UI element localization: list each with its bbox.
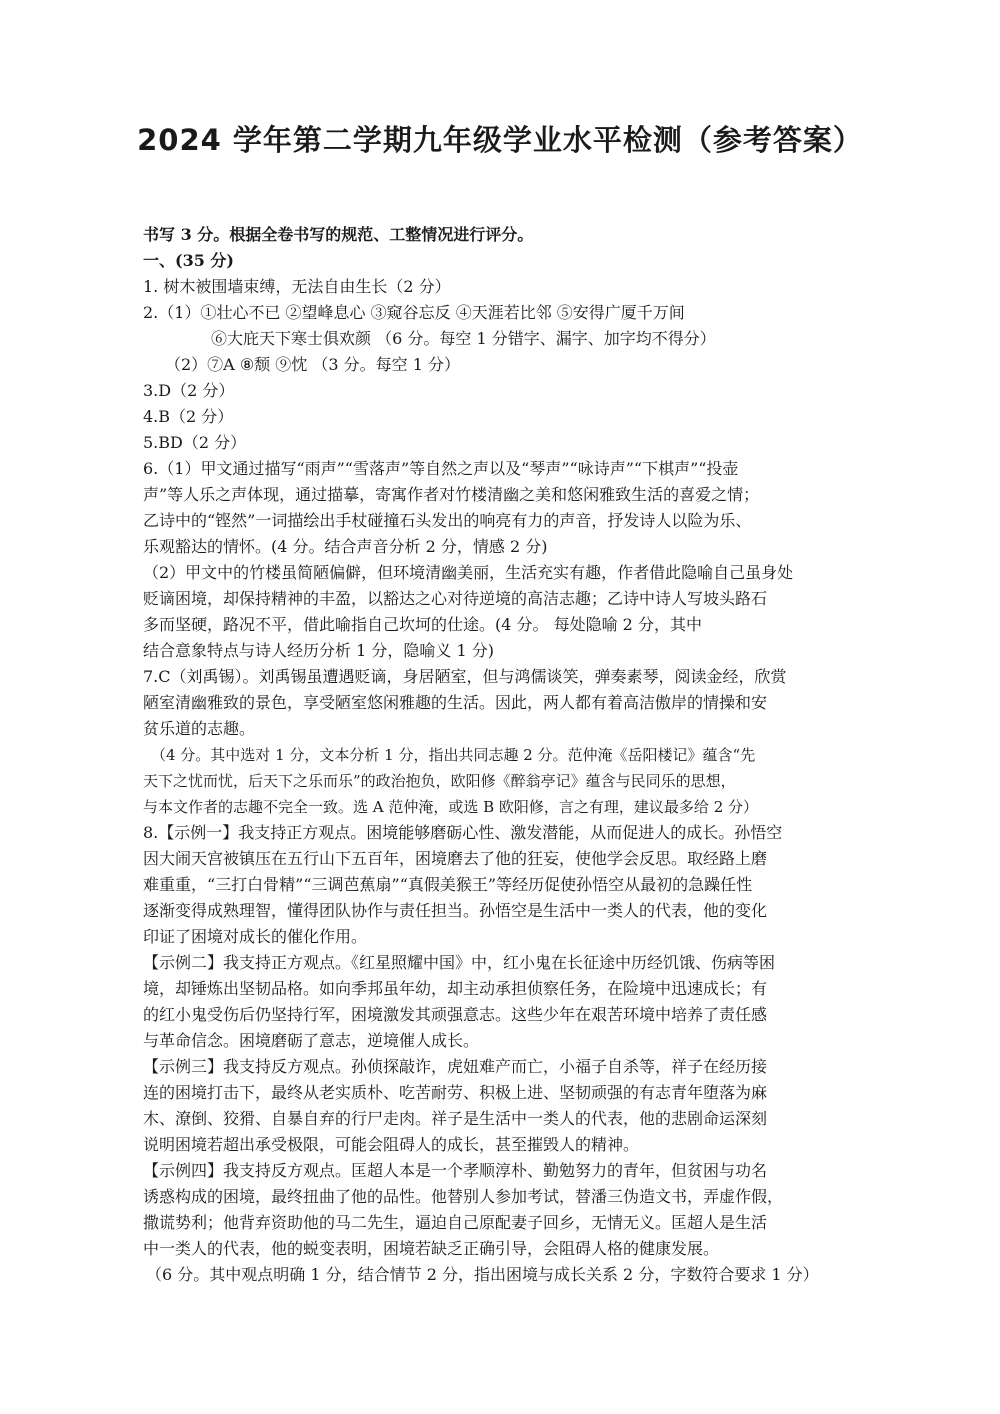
answer-line: 木、潦倒、狡猾、自暴自弃的行尸走肉。祥子是生活中一类人的代表，他的悲剧命运深刻 <box>143 1109 768 1128</box>
answer-line: 贬谪困境，却保持精神的丰盈，以豁达之心对待逆境的高洁志趣；乙诗中诗人写坡头路石 <box>143 589 768 608</box>
writing-note: 书写 3 分。根据全卷书写的规范、工整情况进行评分。 <box>143 225 534 244</box>
answer-line: 多而坚硬，路况不平，借此喻指自己坎坷的仕途。(4 分。 每处隐喻 2 分，其中 <box>143 615 702 634</box>
answer-line: 逐渐变得成熟理智，懂得团队协作与责任担当。孙悟空是生活中一类人的代表，他的变化 <box>143 901 768 920</box>
answer-line: 7.C（刘禹锡）。刘禹锡虽遭遇贬谪，身居陋室，但与鸿儒谈笑，弹奏素琴，阅读金经，欣赏 <box>143 667 787 686</box>
answer-line: 与革命信念。困境磨砺了意志，逆境催人成长。 <box>143 1031 480 1050</box>
answer-line: 的红小鬼受伤后仍坚持行军，困境激发其顽强意志。这些少年在艰苦环境中培养了责任感 <box>143 1005 768 1024</box>
answer-line: 4.B（2 分） <box>143 407 234 426</box>
answer-line: 8.【示例一】我支持正方观点。困境能够磨砺心性、激发潜能，从而促进人的成长。孙悟空 <box>143 823 783 842</box>
answer-line: ⑥大庇天下寒士俱欢颜 （6 分。每空 1 分错字、漏字、加字均不得分） <box>211 329 716 348</box>
answer-line: 【示例四】我支持反方观点。匡超人本是一个孝顺淳朴、勤勉努力的青年，但贫困与功名 <box>143 1161 768 1180</box>
answer-line: 贫乐道的志趣。 <box>143 719 256 738</box>
answer-line: 说明困境若超出承受极限，可能会阻碍人的成长，甚至摧毁人的精神。 <box>143 1135 640 1154</box>
answer-line: 3.D（2 分） <box>143 381 235 400</box>
answer-line: 乙诗中的“铿然”一词描绘出手杖碰撞石头发出的响亮有力的声音，抒发诗人以险为乐、 <box>143 511 752 530</box>
answer-line: 陋室清幽雅致的景色，享受陋室悠闲雅趣的生活。因此，两人都有着高洁傲岸的情操和安 <box>143 693 768 712</box>
answer-line: 印证了困境对成长的催化作用。 <box>143 927 368 946</box>
answer-line: 境，却锤炼出坚韧品格。如向季邦虽年幼，却主动承担侦察任务，在险境中迅速成长；有 <box>143 979 768 998</box>
scoring-note: 天下之忧而忧，后天下之乐而乐”的政治抱负，欧阳修《醉翁亭记》蕴含与民同乐的思想， <box>143 772 736 790</box>
answer-line: 【示例二】我支持正方观点。《红星照耀中国》中，红小鬼在长征途中历经饥饿、伤病等困 <box>143 953 776 972</box>
answer-body <box>143 222 868 1288</box>
answer-line: 诱惑构成的困境，最终扭曲了他的品性。他替别人参加考试，替潘三伪造文书，弄虚作假， <box>143 1187 784 1206</box>
answer-line: （2）甲文中的竹楼虽简陋偏僻，但环境清幽美丽，生活充实有趣，作者借此隐喻自己虽身处 <box>143 563 794 582</box>
answer-line: 1. 树木被围墙束缚，无法自由生长（2 分） <box>143 277 451 296</box>
answer-line: （2）⑦A ⑧颓 ⑨忱 （3 分。每空 1 分） <box>165 355 460 374</box>
answer-line: 因大闹天宫被镇压在五行山下五百年，困境磨去了他的狂妄，使他学会反思。取经路上磨 <box>143 849 768 868</box>
scoring-note: （4 分。其中选对 1 分，文本分析 1 分，指出共同志趣 2 分。范仲淹《岳阳楼记》蕴含“先 <box>151 746 756 764</box>
answer-line: 乐观豁达的情怀。(4 分。结合声音分析 2 分，情感 2 分) <box>143 537 548 556</box>
answer-line: 6.（1）甲文通过描写“雨声”“雪落声”等自然之声以及“琴声”“咏诗声”“下棋声”“投壶 <box>143 459 739 478</box>
scoring-note: （6 分。其中观点明确 1 分，结合情节 2 分，指出困境与成长关系 2 分，字数符合要求 1 分） <box>146 1265 819 1284</box>
answer-line: 【示例三】我支持反方观点。孙侦探敲诈，虎妞难产而亡，小福子自杀等，祥子在经历接 <box>143 1057 768 1076</box>
answer-line: 难重重，“三打白骨精”“三调芭蕉扇”“真假美猴王”等经历促使孙悟空从最初的急躁任性 <box>143 875 753 894</box>
page-title: 2024 学年第二学期九年级学业水平检测（参考答案） <box>137 123 863 157</box>
answer-line: 声”等人乐之声体现，通过描摹，寄寓作者对竹楼清幽之美和悠闲雅致生活的喜爱之情； <box>143 485 760 504</box>
scoring-note: 与本文作者的志趣不完全一致。选 A 范仲淹，或选 B 欧阳修，言之有理，建议最多给 2 分） <box>143 798 759 816</box>
answer-line: 结合意象特点与诗人经历分析 1 分，隐喻义 1 分) <box>143 641 494 660</box>
answer-line: 2.（1）①壮心不已 ②望峰息心 ③窥谷忘反 ④天涯若比邻 ⑤安得广厦千万间 <box>143 303 685 322</box>
answer-line: 撒谎势利；他背弃资助他的马二先生，逼迫自己原配妻子回乡，无情无义。匡超人是生活 <box>143 1213 768 1232</box>
section-heading: 一、(35 分) <box>143 251 234 270</box>
answer-line: 中一类人的代表，他的蜕变表明，困境若缺乏正确引导，会阻碍人格的健康发展。 <box>143 1239 720 1258</box>
answer-line: 5.BD（2 分） <box>143 433 247 452</box>
answer-line: 连的困境打击下，最终从老实质朴、吃苦耐劳、积极上进、坚韧顽强的有志青年堕落为麻 <box>143 1083 768 1102</box>
